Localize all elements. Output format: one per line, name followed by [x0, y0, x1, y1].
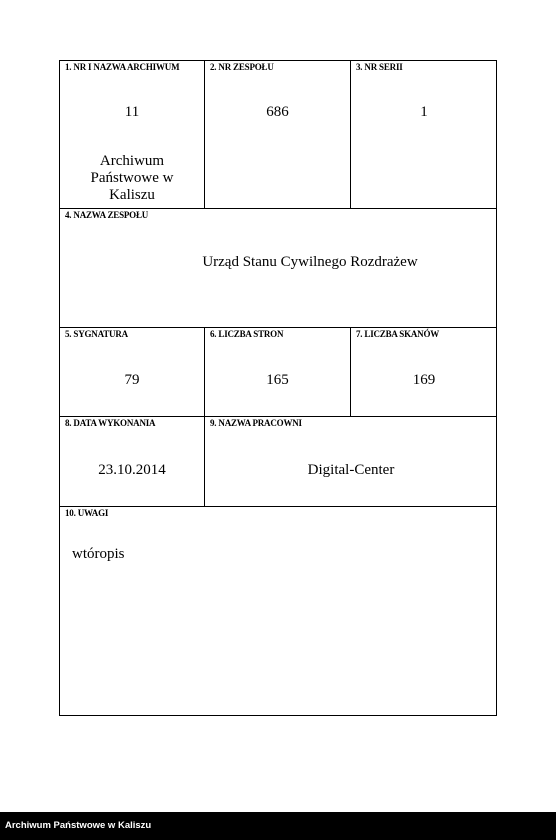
row-divider [59, 416, 497, 417]
column-divider [204, 416, 205, 506]
notes-value: wtóropis [72, 546, 125, 562]
fonds-number-label: 2. NR ZESPOŁU [210, 62, 274, 72]
archive-name-line: Państwowe w [90, 170, 174, 186]
column-divider [204, 60, 205, 208]
date-label: 8. DATA WYKONANIA [65, 418, 156, 428]
archive-name-line: Kaliszu [109, 187, 155, 203]
pages-value: 165 [266, 372, 289, 388]
archive-number: 11 [124, 104, 140, 120]
pages-label: 6. LICZBA STRON [210, 329, 284, 339]
signature-value: 79 [124, 372, 140, 388]
workshop-label: 9. NAZWA PRACOWNI [210, 418, 302, 428]
scans-value: 169 [412, 372, 436, 388]
row-divider [59, 208, 497, 209]
footer-text: Archiwum Państwowe w Kaliszu [5, 820, 152, 831]
row-divider [59, 327, 497, 328]
notes-label: 10. UWAGI [65, 508, 109, 518]
signature-label: 5. SYGNATURA [65, 329, 128, 339]
fonds-name: Urząd Stanu Cywilnego Rozdrażew [202, 254, 418, 270]
archive-name [60, 153, 204, 204]
date-value: 23.10.2014 [98, 462, 166, 478]
footer-bar [0, 812, 556, 840]
workshop-value: Digital-Center [307, 462, 395, 478]
archive-name-line: Archiwum [99, 153, 165, 169]
fonds-number: 686 [266, 104, 289, 120]
scans-label: 7. LICZBA SKANÓW [356, 329, 440, 339]
fonds-name-label: 4. NAZWA ZESPOŁU [65, 210, 149, 220]
row-divider [59, 506, 497, 507]
archive-label: 1. NR I NAZWA ARCHIWUM [65, 62, 180, 72]
series-number: 1 [420, 104, 428, 120]
column-divider [350, 60, 351, 208]
series-number-label: 3. NR SERII [356, 62, 403, 72]
